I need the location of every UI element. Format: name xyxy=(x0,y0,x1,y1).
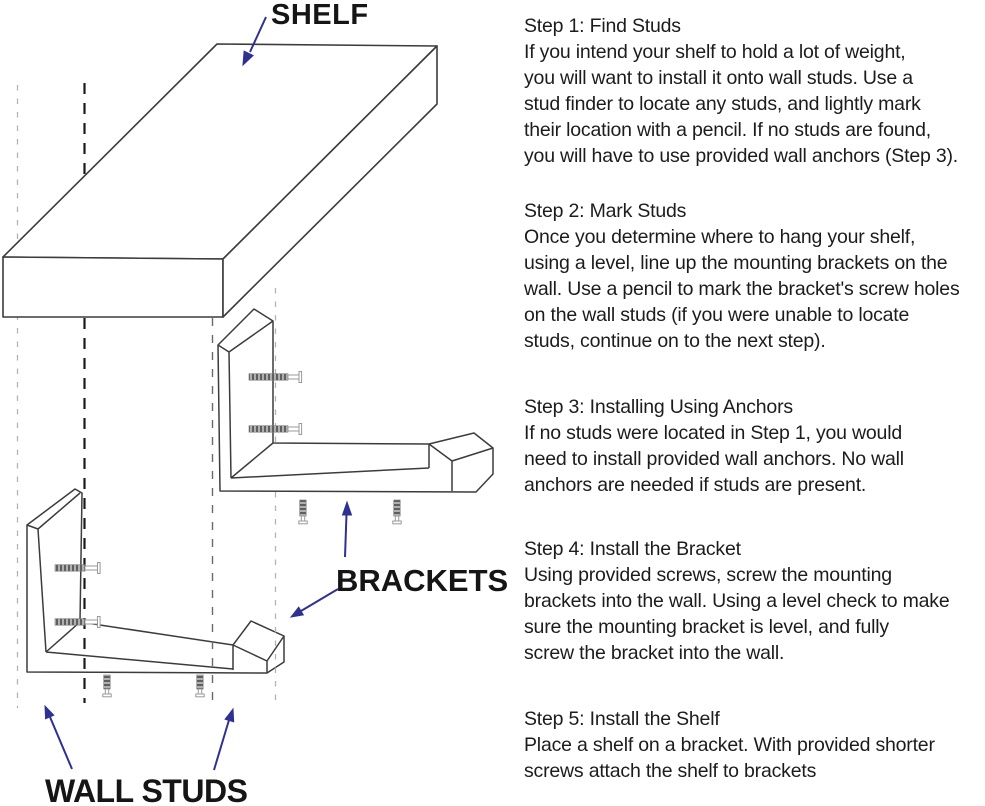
shelf-screw-vertical-3 xyxy=(103,675,111,697)
brackets-label: BRACKETS xyxy=(336,563,509,598)
upper-bracket-drawing xyxy=(218,309,493,492)
shelf-label: SHELF xyxy=(271,0,369,31)
wall-studs-arrow-left xyxy=(45,706,72,769)
step-block-1 xyxy=(524,13,985,169)
step-heading: Step 1: Find Studs xyxy=(524,15,681,37)
step-line: Place a shelf on a bracket. With provided shorter xyxy=(524,734,935,756)
step-line: Once you determine where to hang your shelf, xyxy=(524,226,916,248)
step-line: you will want to install it onto wall studs. Use a xyxy=(524,67,913,89)
step-block-2 xyxy=(524,198,985,354)
shelf-drawing xyxy=(3,44,437,317)
step-line: their location with a pencil. If no studs are found, xyxy=(524,119,931,141)
step-line: brackets into the wall. Using a level check to make xyxy=(524,590,950,612)
step-line: wall. Use a pencil to mark the bracket's screw holes xyxy=(524,278,960,300)
shelf-screw-vertical-2 xyxy=(393,500,401,524)
step-line: need to install provided wall anchors. No wall xyxy=(524,448,904,470)
brackets-arrow-lower xyxy=(291,589,338,617)
shelf-screw-vertical-4 xyxy=(196,675,204,697)
wall-studs-label: WALL STUDS xyxy=(45,773,248,806)
step-line: If no studs were located in Step 1, you would xyxy=(524,422,902,444)
step-heading: Step 3: Installing Using Anchors xyxy=(524,396,793,418)
step-heading: Step 2: Mark Studs xyxy=(524,200,687,222)
step-block-3 xyxy=(524,394,985,498)
step-block-4 xyxy=(524,536,985,666)
step-line: Using provided screws, screw the mounting xyxy=(524,564,892,586)
step-line: screws attach the shelf to brackets xyxy=(524,760,817,782)
shelf-front-face xyxy=(3,257,223,317)
step-line: stud finder to locate any studs, and lightly mark xyxy=(524,93,921,115)
step-line: sure the mounting bracket is level, and fully xyxy=(524,616,889,638)
step-heading: Step 5: Install the Shelf xyxy=(524,708,720,730)
shelf-screw-vertical-1 xyxy=(299,500,307,524)
instructions-panel xyxy=(524,0,985,806)
step-block-5 xyxy=(524,706,985,784)
step-line: using a level, line up the mounting brackets on the xyxy=(524,252,948,274)
step-line: studs, continue on to the next step). xyxy=(524,330,826,352)
step-line: anchors are needed if studs are present. xyxy=(524,474,867,496)
brackets-arrow-upper xyxy=(343,502,352,557)
step-line: you will have to use provided wall anchors (Step 3). xyxy=(524,145,958,167)
step-line: If you intend your shelf to hold a lot of weight, xyxy=(524,41,906,63)
step-heading: Step 4: Install the Bracket xyxy=(524,538,741,560)
step-line: on the wall studs (if you were unable to locate xyxy=(524,304,910,326)
step-line: screw the bracket into the wall. xyxy=(524,642,785,664)
wall-studs-arrow-right xyxy=(214,709,234,770)
lower-bracket-drawing xyxy=(27,489,284,673)
